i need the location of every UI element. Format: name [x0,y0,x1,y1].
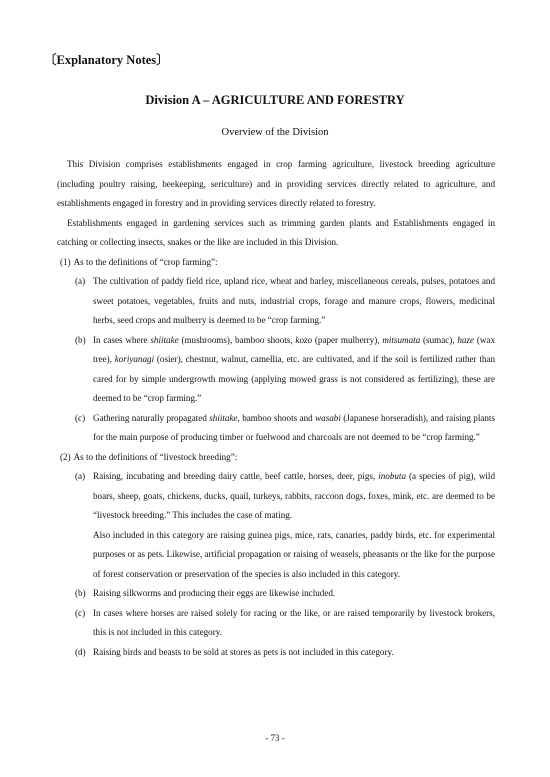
item-number: (a) [75,471,86,481]
text-run: (sumac), [420,334,458,345]
item-text: In cases where horses are raised solely for racing or the like, or are raised temporarily by livestock brokers, this is not included in this category. [93,607,495,637]
section-heading [57,448,495,468]
list-item [57,643,495,663]
text-run: (mushrooms), bamboo shoots, [178,334,296,345]
italic-term: inobuta [378,471,406,481]
overview-heading: Overview of the Division [221,127,329,138]
text-run: (Japanese horseradish), and raising plants for the main purpose of producing timber or fuelwood and charcoals are not deemed to be “crop farming.” [93,412,495,442]
list-item [57,604,495,643]
italic-term: haze [457,334,475,345]
item-number: (c) [75,607,86,618]
text-run: In cases where [93,334,151,345]
document-body [57,155,495,662]
item-number: (c) [75,412,86,423]
section-heading [57,253,495,273]
item-number: (b) [75,334,86,345]
item-text [93,331,495,409]
division-title: Division A – AGRICULTURE AND FORESTRY [145,93,405,107]
page-number: - 73 - [265,733,285,743]
list-item [57,331,495,409]
section-number: (1) [60,256,71,267]
text-run: (wax tree), [93,334,495,364]
italic-term: wasabi [315,412,341,423]
section-title: As to the definitions of “crop farming”: [73,256,218,267]
item-text: The cultivation of paddy field rice, upland rice, wheat and barley, miscellaneous cereals, pulses, potatoes and sweet potatoes, vegetables, fruits and nuts, industrial crops, forage and manure crops, flowers, medicinal herbs, seed crops and mulberry is deemed to be “crop farming.” [93,276,495,325]
text-run: (paper mulberry), [312,334,383,345]
item-text [93,409,495,448]
list-item [57,272,495,331]
text-run: (a species of pig), wild boars, sheep, goats, chickens, ducks, quail, turkeys, rabbits, raccoon dogs, foxes, mink, etc. are deemed to be “livestock breeding.” This includes the case of mating. [93,471,496,520]
item-number: (d) [75,646,86,657]
intro-paragraph: This Division comprises establishments engaged in crop farming agriculture, livestock breeding agriculture (including poultry raising, beekeeping, sericulture) and in providing services directly related to agriculture, and establishments engaged in forestry and in providing services directly related to forestry. [57,159,495,208]
italic-term: shiitake [209,412,238,423]
explanatory-notes-header: 〔Explanatory Notes〕 [44,53,169,67]
item-text: Raising silkworms and producing their eggs are likewise included. [93,588,336,598]
text-run: Raising, incubating and breeding dairy cattle, beef cattle, horses, deer, pigs, [93,471,379,481]
list-item [57,467,495,526]
italic-term: shiitake [150,334,179,345]
item-number: (b) [75,588,86,598]
item-number: (a) [75,276,86,286]
list-item [57,409,495,448]
item-continuation: Also included in this category are raising guinea pigs, mice, rats, canaries, paddy birds, etc. for experimental purposes or as pets. Likewise, artificial propagation or raising of weasels, pheasants or the like for the purpose of forest conservation or preservation of the species is also included in this category. [93,529,495,579]
italic-term: koriyanagi [114,354,155,364]
list-item [57,584,495,604]
text-run: , bamboo shoots and [237,412,316,423]
section-title: As to the definitions of “livestock breeding”: [73,451,238,462]
section-number: (2) [60,451,71,462]
intro-paragraph: Establishments engaged in gardening services such as trimming garden plants and Establishments engaged in catching or collecting insects, snakes or the like are included in this Division. [57,217,495,247]
italic-term: mitsumata [382,334,421,345]
text-run: (osier), chestnut, walnut, camellia, etc. are cultivated, and if the soil is fertilized rather than cared for by simple undergrowth mowing (applying mowed grass is not considered as fertilizing), these are deemed to be “crop farming.” [93,354,496,403]
item-text [93,467,495,526]
text-run: Gathering naturally propagated [93,412,210,423]
italic-term: kozo [295,334,313,345]
item-text: Raising birds and beasts to be sold at stores as pets is not included in this category. [93,646,394,657]
